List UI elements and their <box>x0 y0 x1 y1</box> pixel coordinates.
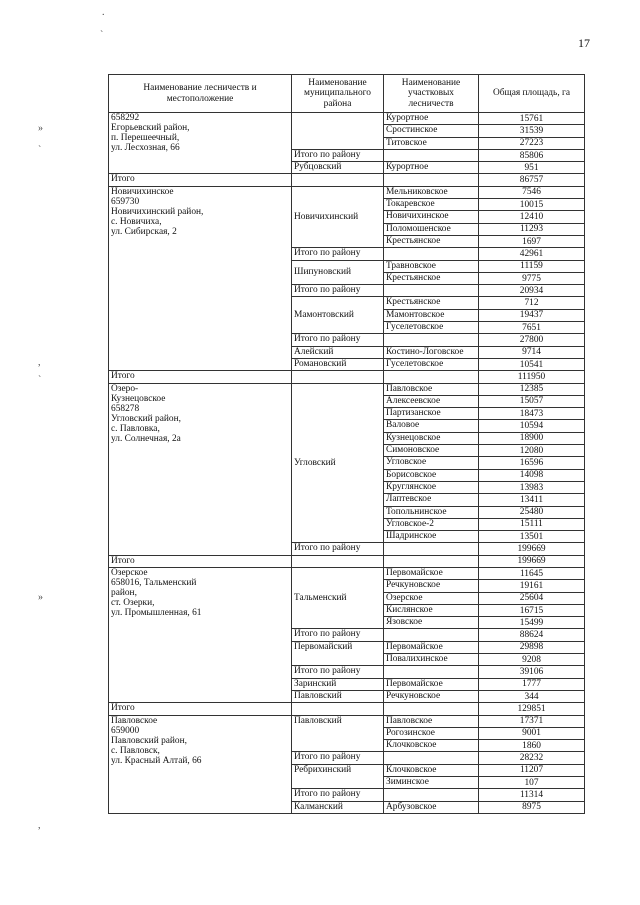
plot-cell: Павловское <box>384 383 479 395</box>
area-cell: 27223 <box>479 137 585 149</box>
district-cell <box>292 371 384 383</box>
table-row <box>109 186 585 198</box>
total-cell: Итого <box>109 703 292 715</box>
table-row <box>109 174 585 186</box>
district-cell <box>292 174 384 186</box>
area-cell: 7546 <box>479 186 585 198</box>
plot-cell: Сростинское <box>384 125 479 137</box>
plot-cell: Угловское <box>384 457 479 469</box>
area-cell: 28232 <box>479 752 585 764</box>
plot-cell: Валовое <box>384 420 479 432</box>
district-cell: Рубцовский <box>292 162 384 174</box>
district-subtotal-cell: Итого по району <box>292 334 384 346</box>
plot-cell: Борисовское <box>384 469 479 481</box>
margin-mark: ` <box>38 145 42 156</box>
area-cell: 11314 <box>479 789 585 801</box>
plot-cell <box>384 285 479 297</box>
district-cell <box>292 113 384 150</box>
plot-cell: Угловское-2 <box>384 518 479 530</box>
header-plot: Наименование участковых лесничеств <box>384 75 479 113</box>
plot-cell: Круглянское <box>384 481 479 493</box>
area-cell: 39106 <box>479 666 585 678</box>
margin-mark: ` <box>38 375 42 386</box>
plot-cell <box>384 789 479 801</box>
area-cell: 107 <box>479 777 585 789</box>
area-cell: 25604 <box>479 592 585 604</box>
plot-cell: Титовское <box>384 137 479 149</box>
plot-cell: Крестьянское <box>384 297 479 309</box>
area-cell: 951 <box>479 162 585 174</box>
district-cell: Калманский <box>292 801 384 813</box>
area-cell: 19161 <box>479 580 585 592</box>
area-cell: 9714 <box>479 346 585 358</box>
district-subtotal-cell: Итого по району <box>292 285 384 297</box>
area-cell: 15761 <box>479 113 585 125</box>
forestry-cell: Озеро- Кузнецовское 658278 Угловский район, с. Павловка, ул. Солнечная, 2а <box>109 383 292 555</box>
plot-cell: Речкуновское <box>384 580 479 592</box>
area-cell: 12385 <box>479 383 585 395</box>
margin-mark: » <box>38 123 43 134</box>
area-cell: 15111 <box>479 518 585 530</box>
header-district: Наименование муниципального района <box>292 75 384 113</box>
area-cell: 11293 <box>479 223 585 235</box>
area-cell: 20934 <box>479 285 585 297</box>
area-cell: 11645 <box>479 567 585 579</box>
forestry-cell: Павловское 659000 Павловский район, с. Павловск, ул. Красный Алтай, 66 <box>109 715 292 813</box>
plot-cell: Токаревское <box>384 199 479 211</box>
forestry-cell: Озерское 658016, Тальменский район, ст. Озерки, ул. Промышленная, 61 <box>109 567 292 702</box>
plot-cell <box>384 149 479 161</box>
margin-mark: . <box>102 7 105 18</box>
plot-cell: Поломошенское <box>384 223 479 235</box>
plot-cell <box>384 334 479 346</box>
area-cell: 16596 <box>479 457 585 469</box>
total-cell: Итого <box>109 371 292 383</box>
plot-cell: Алексеевское <box>384 395 479 407</box>
area-cell: 16715 <box>479 604 585 616</box>
district-cell: Заринский <box>292 678 384 690</box>
area-cell: 14098 <box>479 469 585 481</box>
table-row <box>109 555 585 567</box>
plot-cell <box>384 666 479 678</box>
area-cell: 9775 <box>479 272 585 284</box>
area-cell: 13983 <box>479 481 585 493</box>
plot-cell: Зиминское <box>384 777 479 789</box>
district-cell: Павловский <box>292 690 384 702</box>
header-forestry: Наименование лесничеств и местоположение <box>109 75 292 113</box>
forestry-cell: 658292 Егорьевский район, п. Перешеечный, ул. Лесхозная, 66 <box>109 113 292 174</box>
table-row <box>109 703 585 715</box>
area-cell: 13501 <box>479 531 585 543</box>
area-cell: 31539 <box>479 125 585 137</box>
plot-cell: Речкуновское <box>384 690 479 702</box>
area-cell: 88624 <box>479 629 585 641</box>
plot-cell: Павловское <box>384 715 479 727</box>
district-subtotal-cell: Итого по району <box>292 666 384 678</box>
district-cell: Ребрихинский <box>292 764 384 789</box>
district-cell: Алейский <box>292 346 384 358</box>
district-cell: Первомайский <box>292 641 384 666</box>
area-cell: 9001 <box>479 727 585 739</box>
plot-cell <box>384 703 479 715</box>
margin-mark: » <box>38 592 43 603</box>
area-cell: 12080 <box>479 445 585 457</box>
area-cell: 8975 <box>479 801 585 813</box>
area-cell: 15499 <box>479 617 585 629</box>
plot-cell: Кузнецовское <box>384 432 479 444</box>
area-cell: 11207 <box>479 764 585 776</box>
plot-cell: Курортное <box>384 113 479 125</box>
plot-cell: Клочковское <box>384 764 479 776</box>
plot-cell: Рогозинское <box>384 727 479 739</box>
area-cell: 199669 <box>479 555 585 567</box>
plot-cell: Клочковское <box>384 740 479 752</box>
district-cell: Мамонтовский <box>292 297 384 334</box>
area-cell: 29898 <box>479 641 585 653</box>
area-cell: 19437 <box>479 309 585 321</box>
area-cell: 12410 <box>479 211 585 223</box>
plot-cell: Топольнинское <box>384 506 479 518</box>
area-cell: 42961 <box>479 248 585 260</box>
district-cell: Романовский <box>292 358 384 370</box>
table-row <box>109 113 585 125</box>
plot-cell: Первомайское <box>384 678 479 690</box>
district-subtotal-cell: Итого по району <box>292 629 384 641</box>
district-subtotal-cell: Итого по району <box>292 149 384 161</box>
plot-cell: Курортное <box>384 162 479 174</box>
area-cell: 7651 <box>479 322 585 334</box>
plot-cell <box>384 371 479 383</box>
district-subtotal-cell: Итого по району <box>292 752 384 764</box>
plot-cell: Партизанское <box>384 408 479 420</box>
area-cell: 17371 <box>479 715 585 727</box>
area-cell: 10541 <box>479 358 585 370</box>
district-subtotal-cell: Итого по району <box>292 248 384 260</box>
header-area: Общая площадь, га <box>479 75 585 113</box>
district-subtotal-cell: Итого по району <box>292 543 384 555</box>
table-row <box>109 371 585 383</box>
total-cell: Итого <box>109 555 292 567</box>
district-cell: Угловский <box>292 383 384 543</box>
plot-cell: Новичихинское <box>384 211 479 223</box>
table-header-row <box>109 75 585 113</box>
area-cell: 129851 <box>479 703 585 715</box>
plot-cell: Мамонтовское <box>384 309 479 321</box>
district-cell: Павловский <box>292 715 384 752</box>
area-cell: 1860 <box>479 740 585 752</box>
table-row <box>109 715 585 727</box>
plot-cell: Кислянское <box>384 604 479 616</box>
district-subtotal-cell: Итого по району <box>292 789 384 801</box>
plot-cell: Повалихинское <box>384 654 479 666</box>
area-cell: 10015 <box>479 199 585 211</box>
area-cell: 1697 <box>479 235 585 247</box>
plot-cell: Травновское <box>384 260 479 272</box>
plot-cell: Гуселетовское <box>384 322 479 334</box>
page-number: 17 <box>578 36 590 50</box>
district-cell <box>292 555 384 567</box>
district-cell: Новичихинский <box>292 186 384 247</box>
area-cell: 9208 <box>479 654 585 666</box>
plot-cell: Арбузовское <box>384 801 479 813</box>
plot-cell: Первомайское <box>384 567 479 579</box>
area-cell: 25480 <box>479 506 585 518</box>
plot-cell: Симоновское <box>384 445 479 457</box>
area-cell: 13411 <box>479 494 585 506</box>
area-cell: 15057 <box>479 395 585 407</box>
plot-cell <box>384 555 479 567</box>
district-cell <box>292 703 384 715</box>
area-cell: 199669 <box>479 543 585 555</box>
plot-cell: Гуселетовское <box>384 358 479 370</box>
plot-cell: Первомайское <box>384 641 479 653</box>
plot-cell <box>384 174 479 186</box>
plot-cell: Лаптевское <box>384 494 479 506</box>
area-cell: 85806 <box>479 149 585 161</box>
area-cell: 10594 <box>479 420 585 432</box>
table-row <box>109 567 585 579</box>
margin-mark: ` <box>100 30 104 41</box>
plot-cell <box>384 629 479 641</box>
plot-cell: Крестьянское <box>384 235 479 247</box>
table-row <box>109 383 585 395</box>
area-cell: 1777 <box>479 678 585 690</box>
area-cell: 86757 <box>479 174 585 186</box>
forestry-table <box>108 74 585 814</box>
district-cell: Шипуновский <box>292 260 384 285</box>
plot-cell <box>384 752 479 764</box>
district-cell: Тальменский <box>292 567 384 628</box>
forestry-cell: Новичихинское 659730 Новичихинский район, с. Новичиха, ул. Сибирская, 2 <box>109 186 292 370</box>
plot-cell <box>384 543 479 555</box>
margin-mark: , <box>38 820 41 831</box>
area-cell: 344 <box>479 690 585 702</box>
plot-cell: Мельниковское <box>384 186 479 198</box>
total-cell: Итого <box>109 174 292 186</box>
margin-mark: , <box>38 357 41 368</box>
area-cell: 11159 <box>479 260 585 272</box>
plot-cell: Озерское <box>384 592 479 604</box>
area-cell: 111950 <box>479 371 585 383</box>
area-cell: 712 <box>479 297 585 309</box>
area-cell: 27800 <box>479 334 585 346</box>
plot-cell: Язовское <box>384 617 479 629</box>
plot-cell: Крестьянское <box>384 272 479 284</box>
plot-cell: Шадринское <box>384 531 479 543</box>
plot-cell <box>384 248 479 260</box>
area-cell: 18900 <box>479 432 585 444</box>
plot-cell: Костино-Логовское <box>384 346 479 358</box>
area-cell: 18473 <box>479 408 585 420</box>
